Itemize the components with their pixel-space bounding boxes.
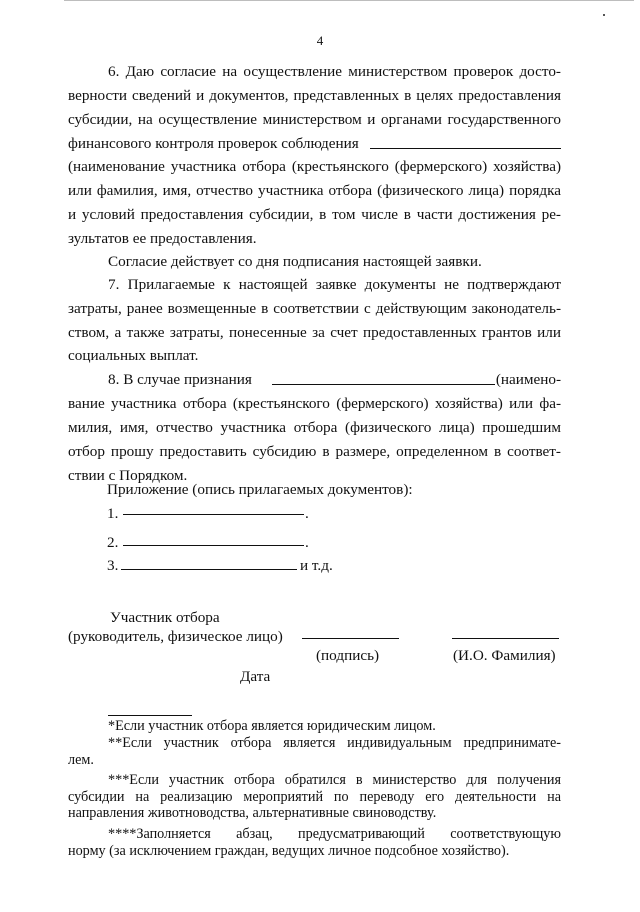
footnote-3-line3: направления животноводства, альтернативные свиноводству.	[68, 805, 437, 821]
appendix-item1-number: 1.	[107, 505, 119, 522]
footnote-3-line1: ***Если участник отбора обратился в министерство для получения	[108, 772, 561, 788]
date-label: Дата	[240, 668, 271, 685]
scan-edge	[64, 0, 634, 1]
item8-line3: милия, имя, отчество участника отбора (физического лица) прошедшим	[68, 419, 561, 436]
item6-line4	[68, 134, 561, 153]
recognized-participant-blank	[272, 370, 495, 385]
signature-caption: (подпись)	[316, 647, 380, 664]
item6-line1: 6. Даю согласие на осуществление министерством проверок досто-	[108, 63, 561, 80]
item8-line1-end: (наимено-	[495, 371, 561, 388]
item8-line5: ствии с Порядком.	[68, 467, 188, 484]
item6-line8: зультатов ее предоставления.	[68, 230, 257, 247]
name-line	[452, 638, 559, 639]
consent-text: Согласие действует со дня подписания настоящей заявки.	[108, 253, 482, 270]
item6-line2: верности сведений и документов, представленных в целях предоставления	[68, 87, 561, 104]
item6-line6: или фамилия, имя, отчество участника отбора (физического лица) порядка	[68, 182, 561, 199]
appendix-item1-blank	[123, 500, 304, 515]
item7-line2: затраты, ранее возмещенные в соответствии с действующим законодатель-	[68, 300, 561, 317]
compliance-subject-blank	[370, 134, 561, 149]
item8-line2: вание участника отбора (крестьянского (фермерского) хозяйства) или фа-	[68, 395, 561, 412]
appendix-etc: и т.д.	[300, 557, 333, 574]
signature-line	[302, 638, 399, 639]
appendix-item2-number: 2.	[107, 534, 119, 551]
item6-line3: субсидии, на осуществление министерством и органами государственного	[68, 111, 561, 128]
footnote-2-line1: **Если участник отбора является индивидуальным предпринимате-	[108, 735, 561, 751]
footnote-4-line1: ****Заполняется абзац, предусматривающий соответствующую	[108, 826, 561, 842]
item7-line1: 7. Прилагаемые к настоящей заявке документы не подтверждают	[108, 276, 561, 293]
appendix-item1-dot: .	[305, 505, 309, 522]
item6-line7: и условий предоставления субсидии, в том числе в части достижения ре-	[68, 206, 561, 223]
item8-line4: отбор прошу предоставить субсидию в размере, определенном в соответ-	[68, 443, 561, 460]
footnote-2-line2: лем.	[68, 752, 94, 768]
scan-speck	[603, 14, 605, 16]
item6-line5: (наименование участника отбора (крестьянского (фермерского) хозяйства)	[68, 158, 561, 175]
page-number: 4	[316, 33, 324, 48]
participant-role: (руководитель, физическое лицо)	[68, 628, 283, 645]
name-caption: (И.О. Фамилия)	[453, 647, 556, 664]
footnote-4-line2: норму (за исключением граждан, ведущих личное подсобное хозяйство).	[68, 843, 510, 859]
appendix-item3-blank	[121, 555, 297, 570]
appendix-item2-dot: .	[305, 534, 309, 551]
item8-line1-start: 8. В случае признания	[108, 371, 252, 388]
footnote-1: *Если участник отбора является юридическим лицом.	[108, 718, 436, 734]
item6-line4-text: финансового контроля проверок соблюдения	[68, 135, 359, 152]
footnote-3-line2: субсидии на реализацию мероприятий по переводу его деятельности на	[68, 789, 561, 805]
footnote-separator	[108, 715, 192, 716]
participant-label: Участник отбора	[110, 609, 220, 626]
appendix-item3-number: 3.	[107, 557, 119, 574]
item7-line4: социальных выплат.	[68, 347, 199, 364]
appendix-item2-blank	[123, 531, 304, 546]
appendix-title: Приложение (опись прилагаемых документов):	[107, 481, 413, 498]
item7-line3: ством, а также затраты, понесенные за счет предоставленных грантов или	[68, 324, 561, 341]
